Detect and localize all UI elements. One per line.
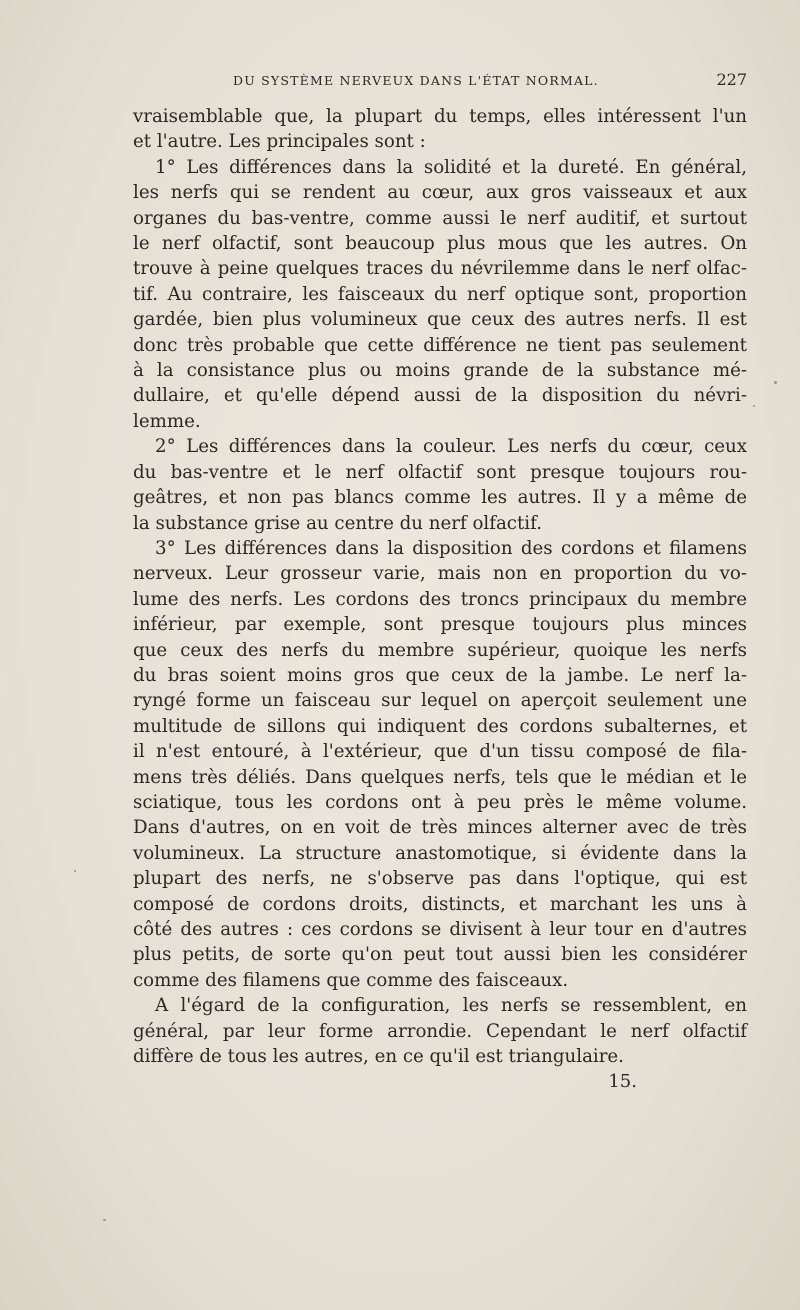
paper-speck [753, 405, 755, 407]
text-line: lume des nerfs. Les cordons des troncs principaux du membre [133, 588, 747, 610]
paper-speck [74, 870, 76, 872]
text-line: côté des autres : ces cordons se divisent à leur tour en d'autres [133, 919, 747, 940]
text-line: du bas-ventre et le nerf olfactif sont presque toujours rou- [133, 461, 747, 483]
paper-speck [103, 1219, 106, 1221]
text-block [133, 70, 747, 1095]
text-line: 2° Les différences dans la couleur. Les nerfs du cœur, ceux [155, 436, 747, 458]
text-line: sciatique, tous les cordons ont à peu près le même volume. [133, 791, 747, 813]
running-head-title: DU SYSTÈME NERVEUX DANS L'ÉTAT NORMAL. [233, 73, 599, 88]
text-line: donc très probable que cette différence ne tient pas seulement [133, 334, 747, 356]
text-line: dullaire, et qu'elle dépend aussi de la disposition du névri- [133, 385, 747, 407]
text-line: comme des filamens que comme des faisceaux. [133, 969, 569, 991]
text-line: geâtres, et non pas blancs comme les autres. Il y a même de [133, 487, 747, 509]
text-line: nerveux. Leur grosseur varie, mais non en proportion du vo- [133, 563, 747, 585]
text-line: gardée, bien plus volumineux que ceux des autres nerfs. Il est [133, 309, 747, 331]
page-number: 227 [716, 70, 747, 89]
running-head [233, 70, 747, 94]
text-line: organes du bas-ventre, comme aussi le nerf auditif, et surtout [133, 207, 747, 229]
text-line: général, par leur forme arrondie. Cependant le nerf olfactif [133, 1020, 747, 1042]
body-text [133, 104, 747, 1095]
text-line: 3° Les différences dans la disposition des cordons et filamens [155, 537, 747, 559]
text-line: le nerf olfactif, sont beaucoup plus mous que les autres. On [133, 233, 747, 255]
text-line: plupart des nerfs, ne s'observe pas dans l'optique, qui est [133, 868, 747, 890]
text-line: trouve à peine quelques traces du névrilemme dans le nerf olfac- [133, 258, 747, 280]
text-line: tif. Au contraire, les faisceaux du nerf optique sont, proportion [133, 283, 747, 305]
text-line: vraisemblable que, la plupart du temps, elles intéressent l'un [133, 106, 747, 127]
text-line: que ceux des nerfs du membre supérieur, quoique les nerfs [133, 639, 747, 661]
text-line: diffère de tous les autres, en ce qu'il est triangulaire. [133, 1046, 624, 1068]
text-line: mens très déliés. Dans quelques nerfs, tels que le médian et le [133, 766, 747, 788]
text-line: composé de cordons droits, distincts, et marchant les uns à [133, 893, 747, 915]
text-line: à la consistance plus ou moins grande de la substance mé- [133, 360, 747, 382]
text-line: les nerfs qui se rendent au cœur, aux gros vaisseaux et aux [133, 182, 747, 204]
text-line: lemme. [133, 410, 201, 432]
text-line: 1° Les différences dans la solidité et la dureté. En général, [155, 156, 747, 178]
text-line: multitude de sillons qui indiquent des cordons subalternes, et [133, 715, 747, 737]
text-line: Dans d'autres, on en voit de très minces alterner avec de très [133, 817, 747, 839]
text-line: plus petits, de sorte qu'on peut tout aussi bien les considérer [133, 944, 747, 966]
text-line: ryngé forme un faisceau sur lequel on aperçoit seulement une [133, 690, 747, 712]
text-line: il n'est entouré, à l'extérieur, que d'un tissu composé de fila- [133, 741, 747, 763]
text-line: la substance grise au centre du nerf olfactif. [133, 512, 542, 534]
text-line: du bras soient moins gros que ceux de la jambe. Le nerf la- [133, 664, 747, 686]
signature-mark: 15. [608, 1071, 637, 1093]
text-line: inférieur, par exemple, sont presque toujours plus minces [133, 614, 747, 636]
text-line: volumineux. La structure anastomotique, si évidente dans la [133, 842, 747, 864]
text-line: et l'autre. Les principales sont : [133, 131, 426, 153]
text-line: A l'égard de la configuration, les nerfs se ressemblent, en [155, 995, 747, 1017]
paper-speck [774, 381, 777, 384]
